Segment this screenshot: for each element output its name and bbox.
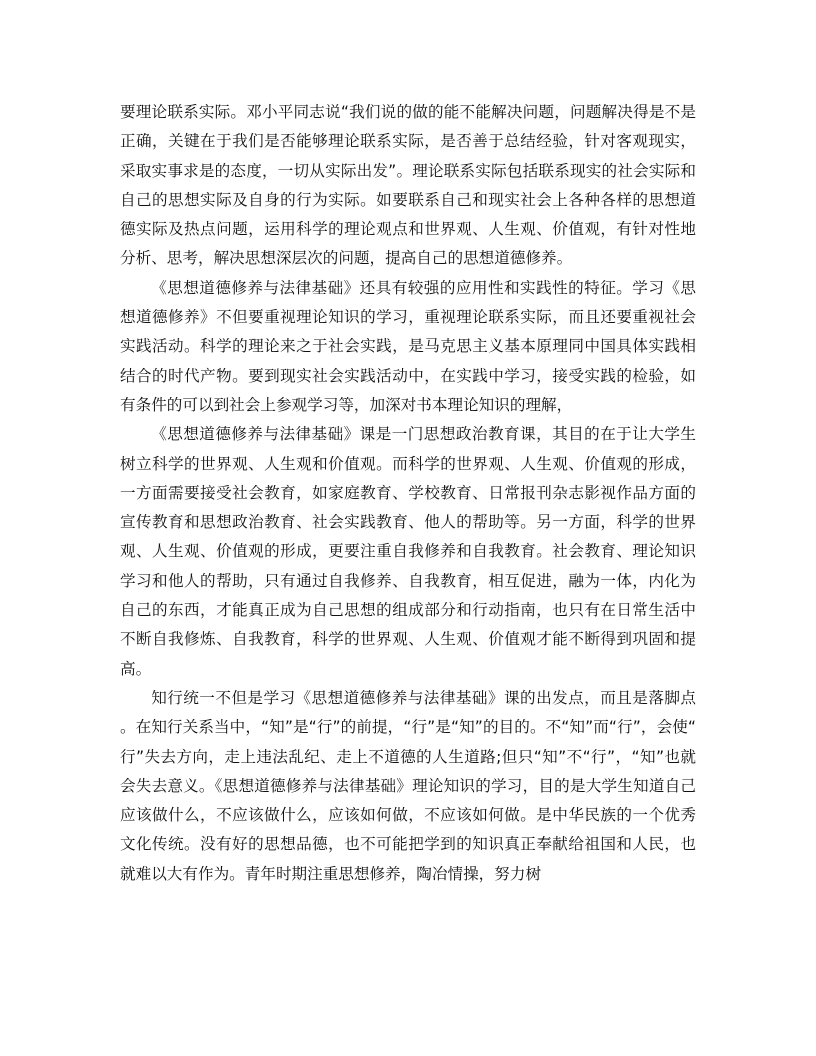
paragraph-theory-practice: 要理论联系实际。邓小平同志说“我们说的做的能不能解决问题，问题解决得是不是正确，关键在于我们是否能够理论联系实际，是否善于总结经验，针对客观现实，采取实事求是的态度，一切从实际出发”。理论联系实际包括联系现实的社会实际和自己的思想实际及自身的行为实际。如要联系自己和现实社会上各种各样的思想道德实际及热点问题，运用科学的理论观点和世界观、人生观、价值观，有针对性地分析、思考，解决思想深层次的问题，提高自己的思想道德修养。 (120, 103, 696, 268)
document-body (120, 98, 696, 889)
paragraph-knowledge-action: 知行统一不但是学习《思想道德修养与法律基础》课的出发点，而且是落脚点。在知行关系当中，“知”是“行”的前提，“行”是“知”的目的。不“知”而“行”，会使“行”失去方向，走上违法乱纪、走上不道德的人生道路;但只“知”不“行”，“知”也就会失去意义。《思想道德修养与法律基础》理论知识的学习，目的是大学生知道自己应该做什么，不应该做什么，应该如何做，不应该如何做。是中华民族的一个优秀文化传统。没有好的思想品德，也不可能把学到的知识真正奉献给祖国和人民，也就难以大有作为。青年时期注重思想修养，陶冶情操，努力树 (120, 688, 696, 883)
paragraph-applicability: 《思想道德修养与法律基础》还具有较强的应用性和实践性的特征。学习《思想道德修养》不但要重视理论知识的学习，重视理论联系实际，而且还要重视社会实践活动。科学的理论来之于社会实践，是马克思主义基本原理同中国具体实践相结合的时代产物。要到现实社会实践活动中，在实践中学习，接受实践的检验，如有条件的可以到社会上参观学习等，加深对书本理论知识的理解， (120, 278, 696, 414)
paragraph-course-purpose: 《思想道德修养与法律基础》课是一门思想政治教育课，其目的在于让大学生树立科学的世界观、人生观和价值观。而科学的世界观、人生观、价值观的形成，一方面需要接受社会教育，如家庭教育、学校教育、日常报刊杂志影视作品方面的宣传教育和思想政治教育、社会实践教育、他人的帮助等。另一方面，科学的世界观、人生观、价值观的形成，更要注重自我修养和自我教育。社会教育、理论知识学习和他人的帮助，只有通过自我修养、自我教育，相互促进，融为一体，内化为自己的东西，才能真正成为自己思想的组成部分和行动指南，也只有在日常生活中不断自我修炼、自我教育，科学的世界观、人生观、价值观才能不断得到巩固和提高。 (120, 425, 696, 678)
